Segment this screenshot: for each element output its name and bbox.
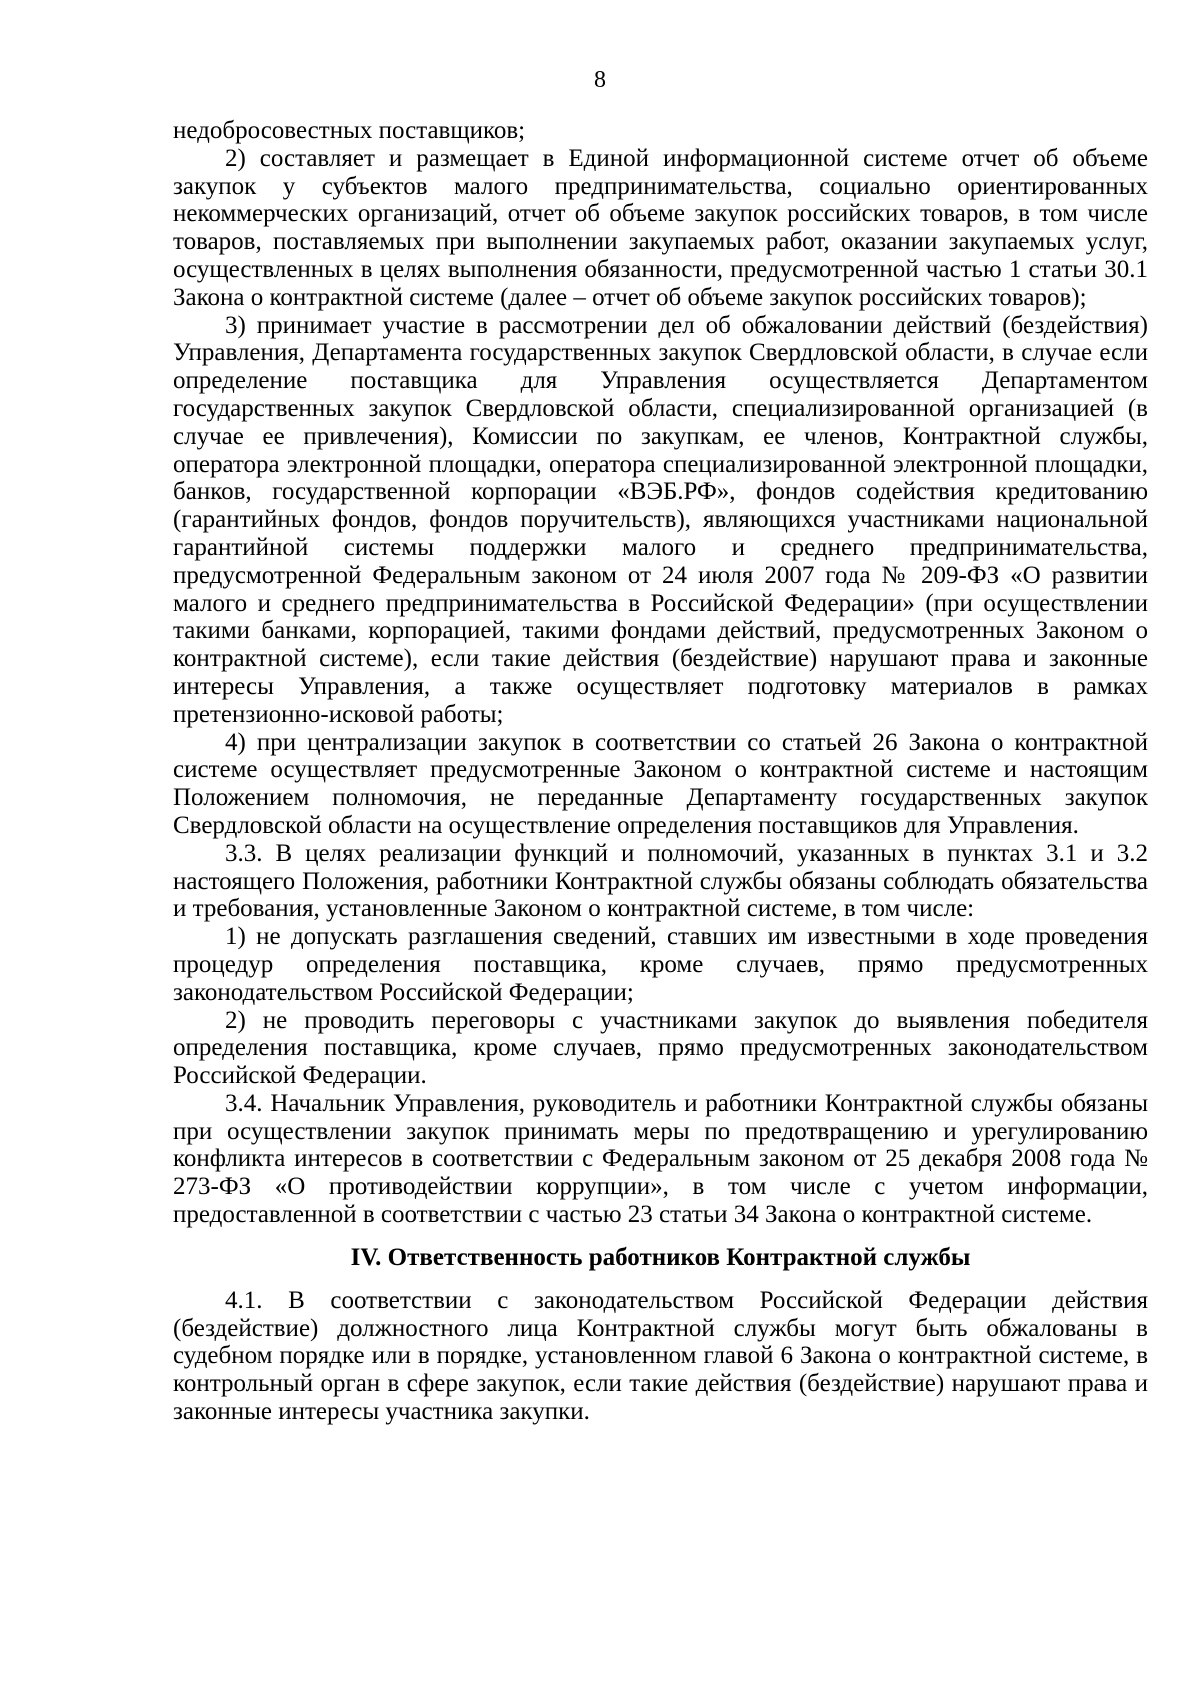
paragraph-item-3-appeals: 3) принимает участие в рассмотрении дел об обжаловании действий (бездействия) Управления, Департамента государственных закупок Свердловской области, в случае если определение поставщика для Управления осуществляется Департаментом государственных закупок Свердловской области, специализированной организацией (в случае ее привлечения), Комиссии по закупкам, ее членов, Контрактной службы, оператора электронной площадки, оператора специализированной электронной площадки, банков, государственной корпорации «ВЭБ.РФ», фондов содействия кредитованию (гарантийных фондов, фондов поручительств), являющихся участниками национальной гарантийной системы поддержки малого и среднего предпринимательства, предусмотренной Федеральным законом от 24 июля 2007 года № 209-ФЗ «О развитии малого и среднего предпринимательства в Российской Федерации» (при осуществлении такими банками, корпорацией, такими фондами действий, предусмотренных Законом о контрактной системе), если такие действия (бездействие) нарушают права и законные интересы Управления, а также осуществляет подготовку материалов в рамках претензионно-исковой работы;	[173, 311, 1148, 728]
paragraph-3-4-conflict-of-interest: 3.4. Начальник Управления, руководитель и работники Контрактной службы обязаны при осуществлении закупок принимать меры по предотвращению и урегулированию конфликта интересов в соответствии с Федеральным законом от 25 декабря 2008 года № 273-ФЗ «О противодействии коррупции», в том числе с учетом информации, предоставленной в соответствии с частью 23 статьи 34 Закона о контрактной системе.	[173, 1089, 1148, 1229]
document-body	[173, 117, 1148, 1426]
section-heading: IV. Ответственность работников Контрактной службы	[350, 1243, 971, 1271]
paragraph-continuation: недобросовестных поставщиков;	[173, 117, 526, 144]
paragraph-obligation-1: 1) не допускать разглашения сведений, ставших им известными в ходе проведения процедур определения поставщика, кроме случаев, прямо предусмотренных законодательством Российской Федерации;	[173, 923, 1148, 1006]
paragraph-obligation-2: 2) не проводить переговоры с участниками закупок до выявления победителя определения поставщика, кроме случаев, прямо предусмотренных законодательством Российской Федерации.	[173, 1006, 1148, 1090]
paragraph-item-2-report: 2) составляет и размещает в Единой информационной системе отчет об объеме закупок у субъектов малого предпринимательства, социально ориентированных некоммерческих организаций, отчет об объеме закупок российских товаров, в том числе товаров, поставляемых при выполнении закупаемых работ, оказании закупаемых услуг, осуществленных в целях выполнения обязанности, предусмотренной частью 1 статьи 30.1 Закона о контрактной системе (далее – отчет об объеме закупок российских товаров);	[173, 144, 1148, 311]
paragraph-3-3-obligations: 3.3. В целях реализации функций и полномочий, указанных в пунктах 3.1 и 3.2 настоящего Положения, работники Контрактной службы обязаны соблюдать обязательства и требования, установленные Законом о контрактной системе, в том числе:	[173, 839, 1148, 923]
paragraph-item-4-centralization: 4) при централизации закупок в соответствии со статьей 26 Закона о контрактной системе осуществляет предусмотренные Законом о контрактной системе и настоящим Положением полномочия, не переданные Департаменту государственных закупок Свердловской области на осуществление определения поставщиков для Управления.	[173, 728, 1148, 839]
paragraph-4-1-responsibility: 4.1. В соответствии с законодательством Российской Федерации действия (бездействие) должностного лица Контрактной службы могут быть обжалованы в судебном порядке или в порядке, установленном главой 6 Закона о контрактной системе, в контрольный орган в сфере закупок, если такие действия (бездействие) нарушают права и законные интересы участника закупки.	[173, 1286, 1148, 1426]
page-number: 8	[594, 67, 606, 93]
